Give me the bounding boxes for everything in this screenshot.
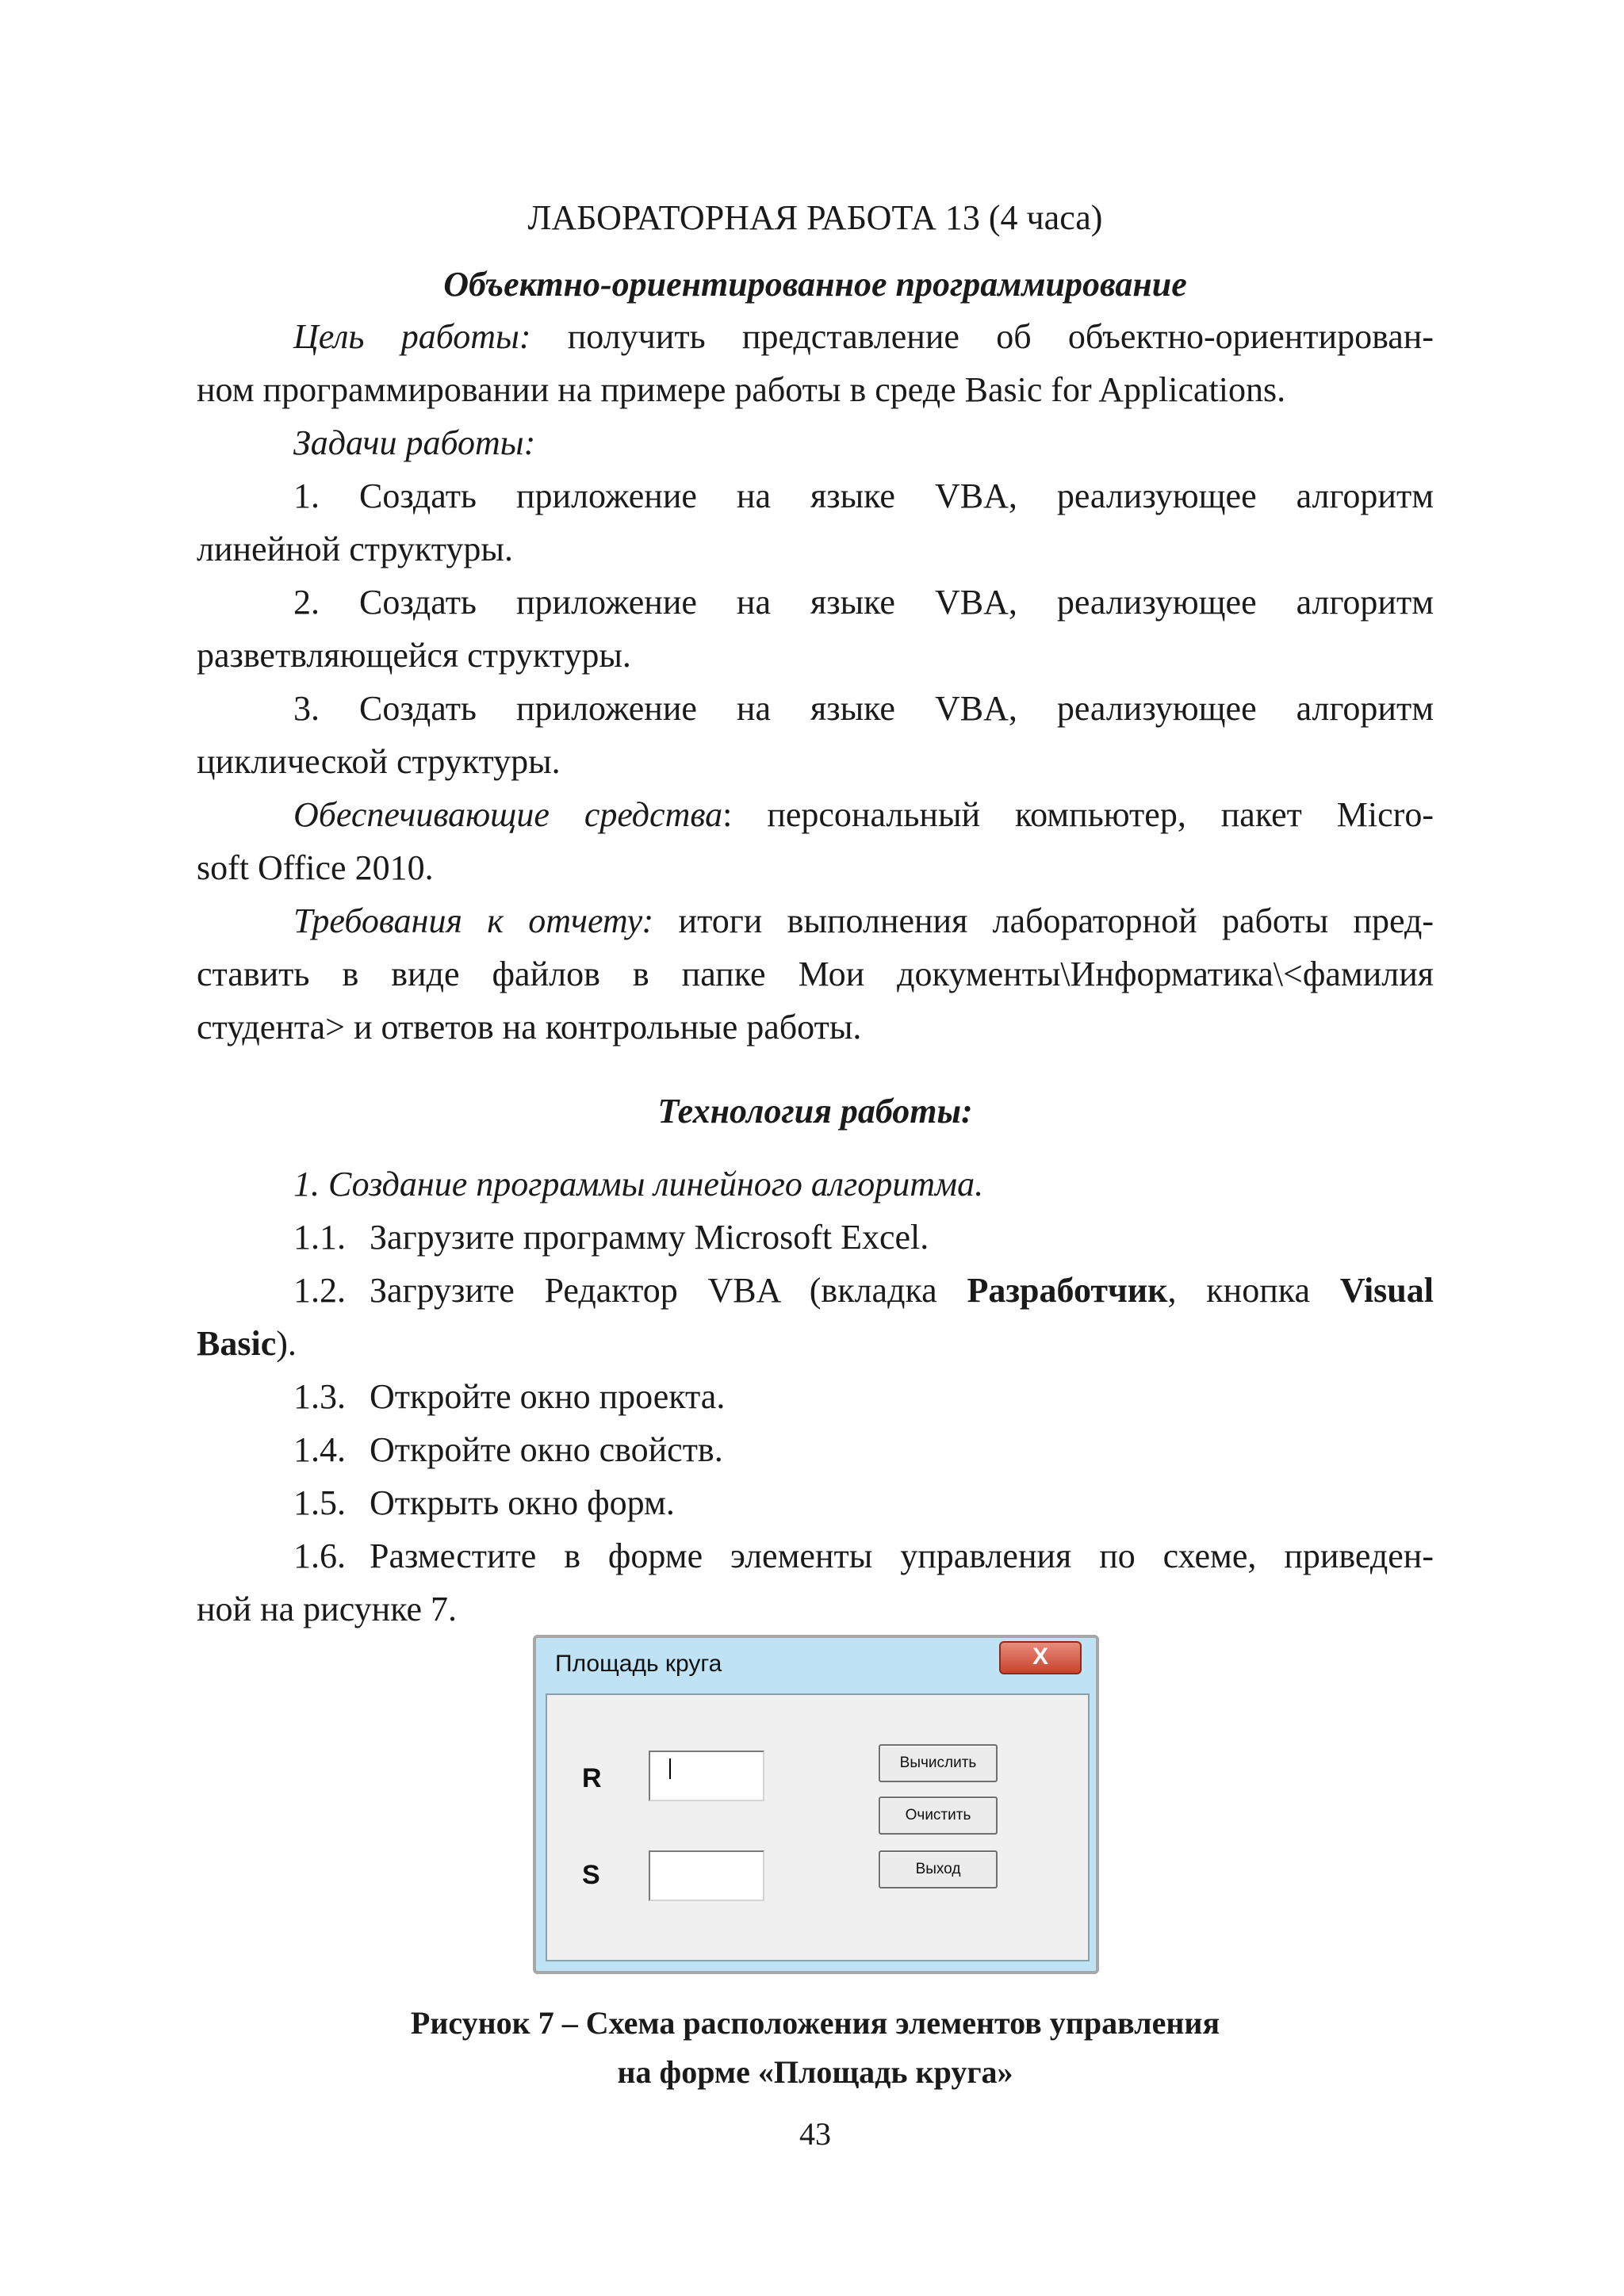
calculate-button[interactable]: Вычислить [879, 1744, 998, 1782]
step-1-5: 1.5. Открыть окно форм. [293, 1483, 675, 1522]
task-3-line-1: 3. Создать приложение на языке VBA, реализующее алгоритм [293, 689, 1434, 728]
page-number: 43 [799, 2116, 831, 2152]
step-1-1: 1.1. Загрузите программу Microsoft Excel. [293, 1218, 929, 1257]
lab-subtitle: Объектно-ориентированное программирование [443, 265, 1187, 304]
lab-heading: ЛАБОРАТОРНАЯ РАБОТА 13 (4 часа) [527, 198, 1103, 237]
step-1-3: 1.3. Откройте окно проекта. [293, 1377, 726, 1416]
task-1-line-1: 1. Создать приложение на языке VBA, реализующее алгоритм [293, 476, 1434, 515]
task-2-line-1: 2. Создать приложение на языке VBA, реализующее алгоритм [293, 583, 1434, 622]
goal-line-2: ном программировании на примере работы в среде Basic for Applications. [197, 370, 1286, 409]
step-1-2-line-1: 1.2. Загрузите Редактор VBA (вкладка Разработчик, кнопка Visual [293, 1271, 1434, 1310]
means-line-2: soft Office 2010. [197, 848, 434, 887]
close-button[interactable]: X [999, 1641, 1082, 1674]
section-1-title: 1. Создание программы линейного алгоритма. [293, 1165, 984, 1203]
goal-line-1 [197, 315, 1434, 359]
label-r: R [582, 1763, 602, 1793]
label-s: S [582, 1860, 600, 1890]
exit-button[interactable]: Выход [879, 1850, 998, 1888]
means-line-1: Обеспечивающие средства: персональный компьютер, пакет Micro- [293, 795, 1434, 834]
clear-button[interactable]: Очистить [879, 1797, 998, 1835]
figure-caption-line-2: на форме «Площадь круга» [617, 2054, 1013, 2090]
step-1-2-line-2: Basic). [197, 1324, 297, 1363]
tech-heading: Технология работы: [657, 1092, 973, 1131]
goal-text-1: получить представление об объектно-ориентирован- [567, 317, 1434, 356]
userform-client-area [546, 1693, 1090, 1961]
task-1-line-2: линейной структуры. [197, 530, 513, 568]
report-label: Требования к отчету: [293, 901, 654, 940]
step-1-6-line-2: ной на рисунке 7. [197, 1590, 458, 1628]
report-line-2: ставить в виде файлов в папке Мои документы\Информатика\<фамилия [197, 955, 1434, 993]
step-1-4: 1.4. Откройте окно свойств. [293, 1430, 723, 1469]
step-1-6-line-1: 1.6. Разместите в форме элементы управления по схеме, приведен- [293, 1536, 1434, 1575]
report-line-1: Требования к отчету: итоги выполнения лабораторной работы пред- [293, 901, 1434, 940]
task-3-line-2: циклической структуры. [197, 742, 561, 781]
userform-window [533, 1635, 1099, 1974]
area-input[interactable] [649, 1850, 764, 1901]
goal-label: Цель работы: [293, 317, 531, 356]
userform-title: Площадь круга [555, 1651, 722, 1677]
radius-input[interactable] [649, 1751, 764, 1801]
text-cursor [669, 1758, 671, 1779]
figure-caption-line-1: Рисунок 7 – Схема расположения элементов управления [410, 2005, 1220, 2041]
tasks-label: Задачи работы: [293, 423, 536, 462]
means-label: Обеспечивающие средства [293, 795, 723, 834]
task-2-line-2: разветвляющейся структуры. [197, 636, 631, 675]
report-line-3: студента> и ответов на контрольные работы. [197, 1008, 862, 1047]
